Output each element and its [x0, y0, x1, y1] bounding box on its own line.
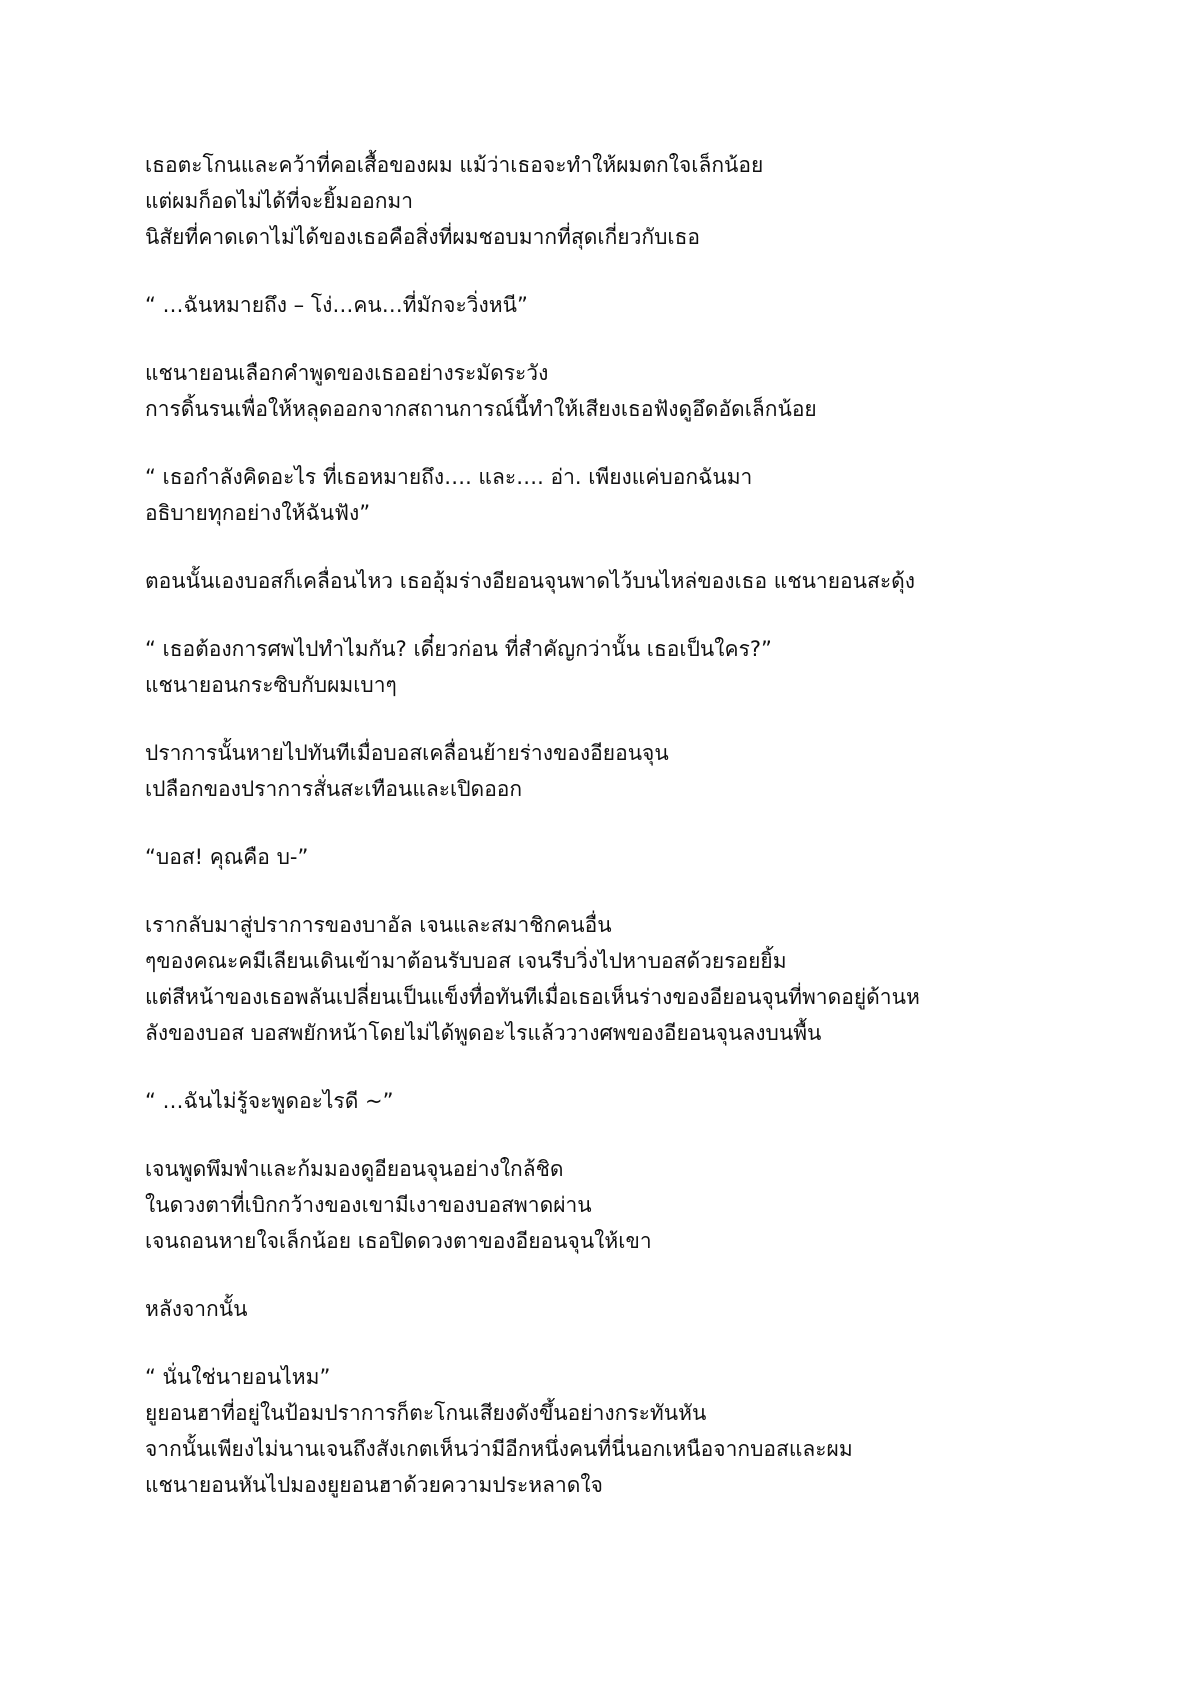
text-line: ลังของบอส บอสพยักหน้าโดยไม่ได้พูดอะไรแล้ววางศพของอียอนจุนลงบนพื้น — [145, 1021, 822, 1045]
text-line: เจนพูดพึมพำและก้มมองดูอียอนจุนอย่างใกล้ชิด — [145, 1157, 564, 1181]
paragraph — [145, 1151, 1065, 1259]
text-line: “ เธอกำลังคิดอะไร ที่เธอหมายถึง…. และ…. อ่า. เพียงแค่บอกฉันมา — [145, 465, 753, 489]
text-line: เจนถอนหายใจเล็กน้อย เธอปิดดวงตาของอียอนจุนให้เขา — [145, 1229, 652, 1253]
text-line: แต่สีหน้าของเธอพลันเปลี่ยนเป็นแข็งทื่อทันทีเมื่อเธอเห็นร่างของอียอนจุนที่พาดอยู่ด้านห — [145, 985, 920, 1009]
paragraph — [145, 1359, 1065, 1503]
document-body — [145, 147, 1065, 1535]
text-line: การดิ้นรนเพื่อให้หลุดออกจากสถานการณ์นี้ทำให้เสียงเธอฟังดูอึดอัดเล็กน้อย — [145, 397, 817, 421]
text-line: ตอนนั้นเองบอสก็เคลื่อนไหว เธออุ้มร่างอียอนจุนพาดไว้บนไหล่ของเธอ แชนายอนสะดุ้ง — [145, 569, 915, 593]
text-line: อธิบายทุกอย่างให้ฉันฟัง” — [145, 501, 371, 525]
paragraph — [145, 907, 1065, 1051]
text-line: เรากลับมาสู่ปราการของบาอัล เจนและสมาชิกคนอื่น — [145, 913, 612, 937]
paragraph — [145, 839, 1065, 875]
text-line: “ เธอต้องการศพไปทำไมกัน? เดี๋ยวก่อน ที่สำคัญกว่านั้น เธอเป็นใคร?” — [145, 637, 772, 661]
text-line: ยูยอนฮาที่อยู่ในป้อมปราการก็ตะโกนเสียงดังขึ้นอย่างกระทันหัน — [145, 1401, 707, 1425]
paragraph — [145, 147, 1065, 255]
text-line: จากนั้นเพียงไม่นานเจนถึงสังเกตเห็นว่ามีอีกหนึ่งคนที่นี่นอกเหนือจากบอสและผม — [145, 1437, 853, 1461]
paragraph — [145, 287, 1065, 323]
text-line: นิสัยที่คาดเดาไม่ได้ของเธอคือสิ่งที่ผมชอบมากที่สุดเกี่ยวกับเธอ — [145, 225, 701, 249]
text-line: แชนายอนหันไปมองยูยอนฮาด้วยความประหลาดใจ — [145, 1473, 603, 1497]
text-line: “ …ฉันหมายถึง – โง่…คน…ที่มักจะวิ่งหนี” — [145, 293, 528, 317]
text-line: “บอส! คุณคือ บ-” — [145, 845, 309, 869]
text-line: หลังจากนั้น — [145, 1297, 248, 1321]
paragraph — [145, 1083, 1065, 1119]
text-line: ปราการนั้นหายไปทันทีเมื่อบอสเคลื่อนย้ายร่างของอียอนจุน — [145, 741, 669, 765]
text-line: ในดวงตาที่เบิกกว้างของเขามีเงาของบอสพาดผ่าน — [145, 1193, 592, 1217]
text-line: แชนายอนเลือกคำพูดของเธออย่างระมัดระวัง — [145, 361, 549, 385]
paragraph — [145, 355, 1065, 427]
text-line: “ นั่นใช่นายอนไหม” — [145, 1365, 331, 1389]
text-line: “ …ฉันไม่รู้จะพูดอะไรดี ~” — [145, 1089, 394, 1113]
text-line: เธอตะโกนและคว้าที่คอเสื้อของผม แม้ว่าเธอจะทำให้ผมตกใจเล็กน้อย — [145, 153, 764, 177]
paragraph — [145, 459, 1065, 531]
paragraph — [145, 1291, 1065, 1327]
text-line: เปลือกของปราการสั่นสะเทือนและเปิดออก — [145, 777, 523, 801]
text-line: แชนายอนกระซิบกับผมเบาๆ — [145, 673, 397, 697]
text-line: ๆของคณะคมีเลียนเดินเข้ามาต้อนรับบอส เจนรีบวิ่งไปหาบอสด้วยรอยยิ้ม — [145, 949, 787, 973]
paragraph — [145, 563, 1065, 599]
text-line: แต่ผมก็อดไม่ได้ที่จะยิ้มออกมา — [145, 189, 414, 213]
paragraph — [145, 735, 1065, 807]
paragraph — [145, 631, 1065, 703]
